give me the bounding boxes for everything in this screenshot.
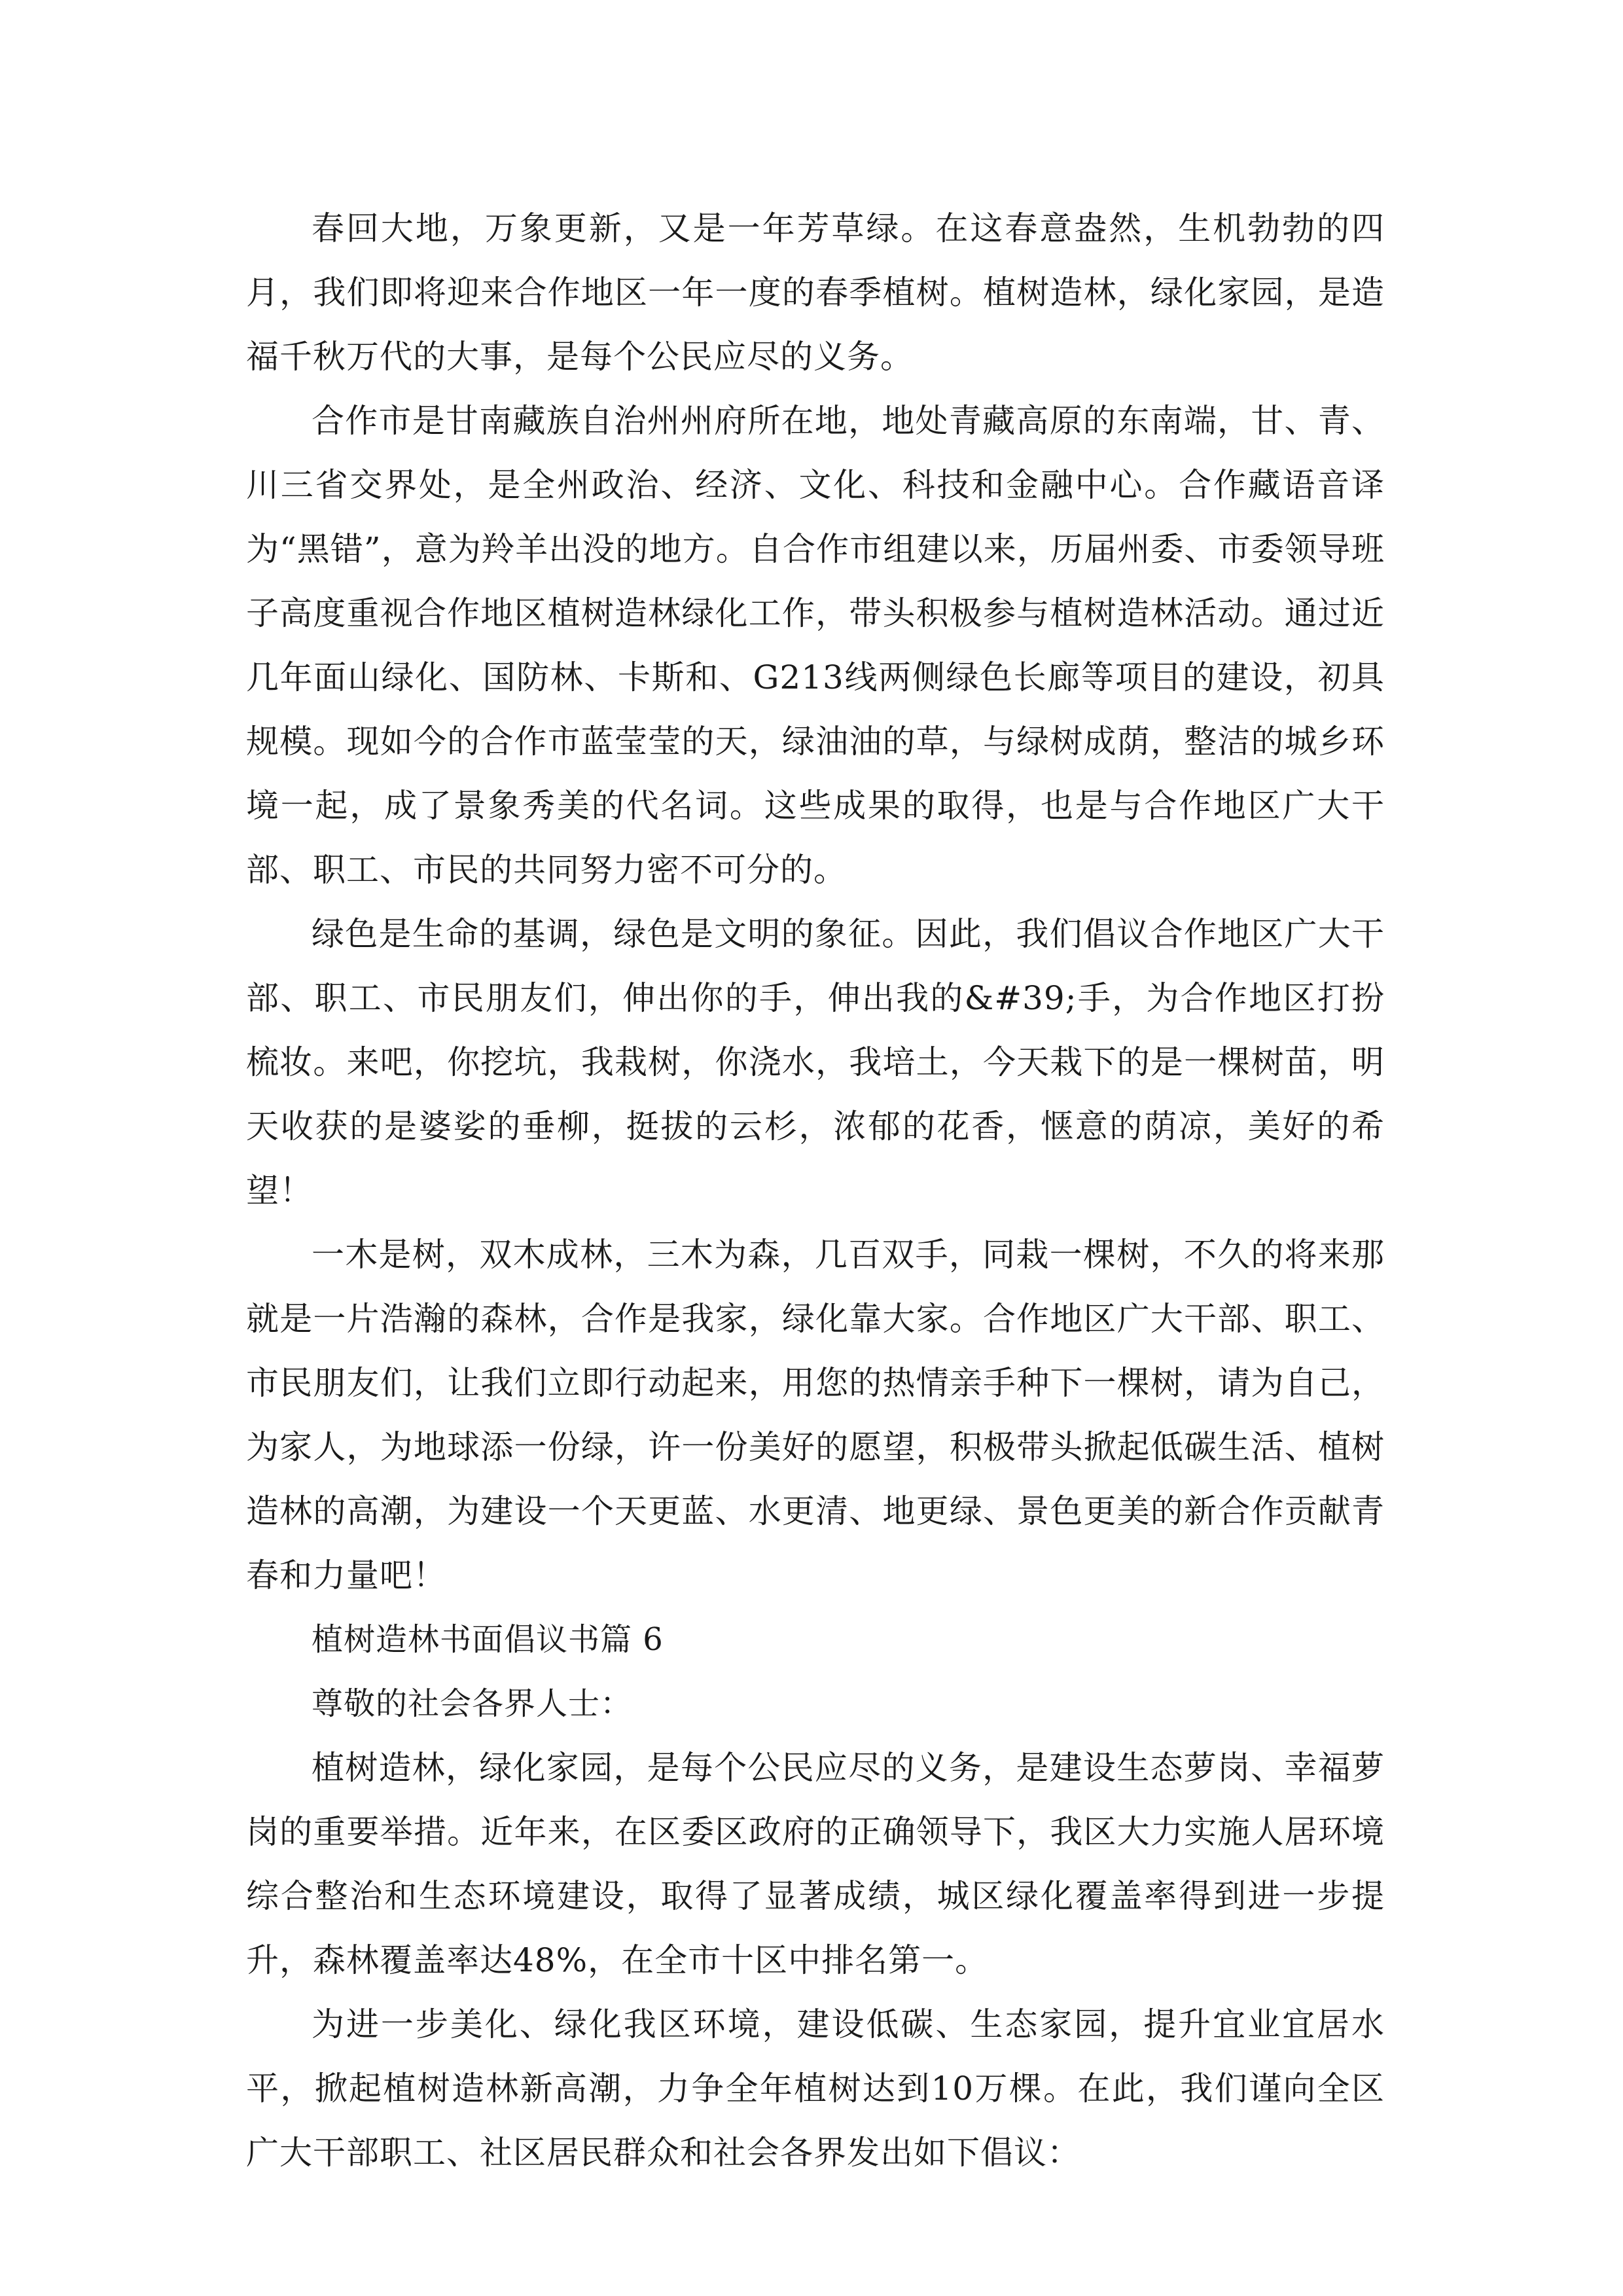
paragraph-3: 绿色是生命的基调，绿色是文明的象征。因此，我们倡议合作地区广大干部、职工、市民朋友们，伸出你的手，伸出我的&#39;手，为合作地区打扮梳妆。来吧，你挖坑，我栽树，你浇水，我培土，今天栽下的是一棵树苗，明天收获的是婆娑的垂柳，挺拔的云杉，浓郁的花香，惬意的荫凉，美好的希望！ [246, 915, 1385, 1210]
paragraph-5: 植树造林，绿化家园，是每个公民应尽的义务，是建设生态萝岗、幸福萝岗的重要举措。近年来，在区委区政府的正确领导下，我区大力实施人居环境综合整治和生态环境建设，取得了显著成绩，城区绿化覆盖率得到进一步提升，森林覆盖率达48%，在全市十区中排名第一。 [246, 1749, 1385, 1979]
paragraph-6: 为进一步美化、绿化我区环境，建设低碳、生态家园，提升宜业宜居水平，掀起植树造林新高潮，力争全年植树达到10万棵。在此，我们谨向全区广大干部职工、社区居民群众和社会各界发出如下倡议： [246, 2005, 1385, 2172]
paragraph-2: 合作市是甘南藏族自治州州府所在地，地处青藏高原的东南端，甘、青、川三省交界处，是全州政治、经济、文化、科技和金融中心。合作藏语音译为“黑错”，意为羚羊出没的地方。自合作市组建以来，历届州委、市委领导班子高度重视合作地区植树造林绿化工作，带头积极参与植树造林活动。通过近几年面山绿化、国防林、卡斯和、G213线两侧绿色长廊等项目的建设，初具规模。现如今的合作市蓝莹莹的天，绿油油的草，与绿树成荫，整洁的城乡环境一起，成了景象秀美的代名词。这些成果的取得，也是与合作地区广大干部、职工、市民的共同努力密不可分的。 [246, 402, 1385, 889]
section-title: 植树造林书面倡议书篇 6 [312, 1621, 664, 1658]
paragraph-1: 春回大地，万象更新，又是一年芳草绿。在这春意盎然，生机勃勃的四月，我们即将迎来合作地区一年一度的春季植树。植树造林，绿化家园，是造福千秋万代的大事，是每个公民应尽的义务。 [246, 209, 1385, 376]
paragraph-4: 一木是树，双木成林，三木为森，几百双手，同栽一棵树，不久的将来那就是一片浩瀚的森林，合作是我家，绿化靠大家。合作地区广大干部、职工、市民朋友们，让我们立即行动起来，用您的热情亲手种下一棵树，请为自己，为家人，为地球添一份绿，许一份美好的愿望，积极带头掀起低碳生活、植树造林的高潮，为建设一个天更蓝、水更清、地更绿、景色更美的新合作贡献青春和力量吧！ [246, 1236, 1385, 1594]
salutation: 尊敬的社会各界人士： [312, 1685, 633, 1722]
document-page [246, 196, 1385, 2185]
